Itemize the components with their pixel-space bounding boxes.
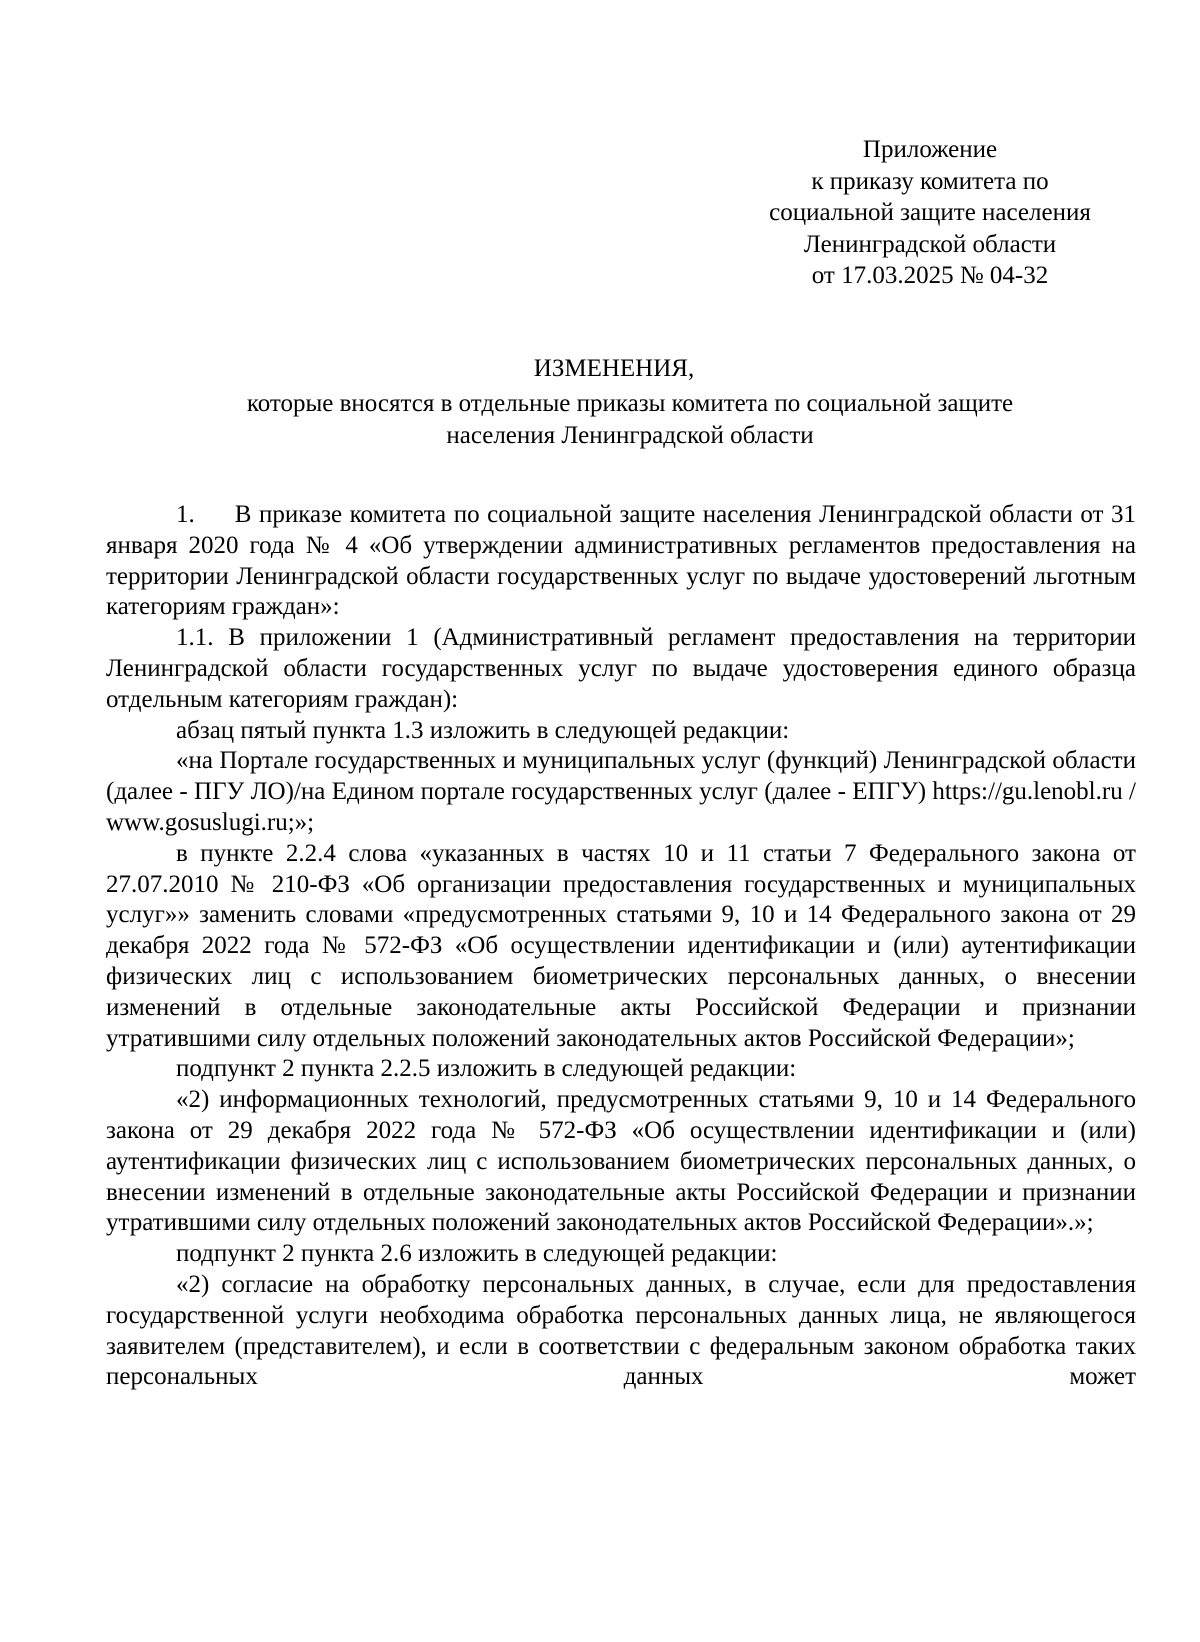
paragraph-quote-consent: «2) согласие на обработку персональных данных, в случае, если для предоставления государственной услуги необходима обработка персональных данных лица, не являющегося заявителем (представителем), и если в соответствии с федеральным законом обработка таких персональных данных может: [106, 1270, 1136, 1391]
paragraph-item-2-2-4: в пункте 2.2.4 слова «указанных в частях 10 и 11 статьи 7 Федерального закона от 27.07.2010 № 210-ФЗ «Об организации предоставления государственных и муниципальных услуг»» заменить словами «предусмотренных статьями 9, 10 и 14 Федерального закона от 29 декабря 2022 года № 572-ФЗ «Об осуществлении идентификации и (или) аутентификации физических лиц с использованием биометрических персональных данных, о внесении изменений в отдельные законодательные акты Российской Федерации и признании утратившими силу отдельных положений законодательных актов Российской Федерации»;: [106, 839, 1136, 1052]
paragraph-item-2-6: подпункт 2 пункта 2.6 изложить в следующей редакции:: [176, 1240, 778, 1268]
paragraph-item-2-2-5: подпункт 2 пункта 2.2.5 изложить в следующей редакции:: [176, 1055, 797, 1083]
approval-line-5: от 17.03.2025 № 04-32: [811, 262, 1049, 289]
subtitle-line-2: населения Ленинградской области: [446, 422, 814, 449]
paragraph-quote-it: «2) информационных технологий, предусмотренных статьями 9, 10 и 14 Федерального закона от 29 декабря 2022 года № 572-ФЗ «Об осуществлении идентификации и (или) аутентификации физических лиц с использованием биометрических персональных данных, о внесении изменений в отдельные законодательные акты Российской Федерации и признании утратившими силу отдельных положений законодательных актов Российской Федерации».»;: [106, 1086, 1136, 1237]
approval-line-4: Ленинградской области: [803, 230, 1057, 258]
paragraph-1-text: В приказе комитета по социальной защите населения Ленинградской области от 31 января 2020 года № 4 «Об утверждении административных регламентов предоставления на территории Ленинградской области государственных услуг по выдаче удостоверений льготным категориям граждан»:: [106, 501, 1136, 621]
approval-line-1: Приложение: [862, 136, 998, 163]
paragraph-item-1-3: абзац пятый пункта 1.3 изложить в следующей редакции:: [176, 716, 790, 744]
paragraph-quote-portal: «на Портале государственных и муниципальных услуг (функций) Ленинградской области (далее - ПГУ ЛО)/на Едином портале государственных услуг (далее - ЕПГУ) https://gu.lenobl.ru / www.gosuslugi.ru;»;: [106, 747, 1136, 836]
document-title: ИЗМЕНЕНИЯ,: [533, 355, 695, 382]
approval-line-3: социальной защите населения: [769, 199, 1091, 226]
approval-block: [730, 134, 1130, 292]
document-subtitle: [150, 388, 1110, 452]
paragraph-1: [106, 500, 1136, 623]
document-body: [106, 500, 1136, 1393]
paragraph-1-1: 1.1. В приложении 1 (Административный регламент предоставления на территории Ленинградской области государственных услуг по выдаче удостоверения единого образца отдельным категориям граждан):: [106, 624, 1136, 713]
paragraph-number: 1.: [176, 501, 195, 528]
subtitle-line-1: которые вносятся в отдельные приказы комитета по социальной защите: [246, 390, 1014, 417]
approval-line-2: к приказу комитета по: [811, 167, 1049, 195]
